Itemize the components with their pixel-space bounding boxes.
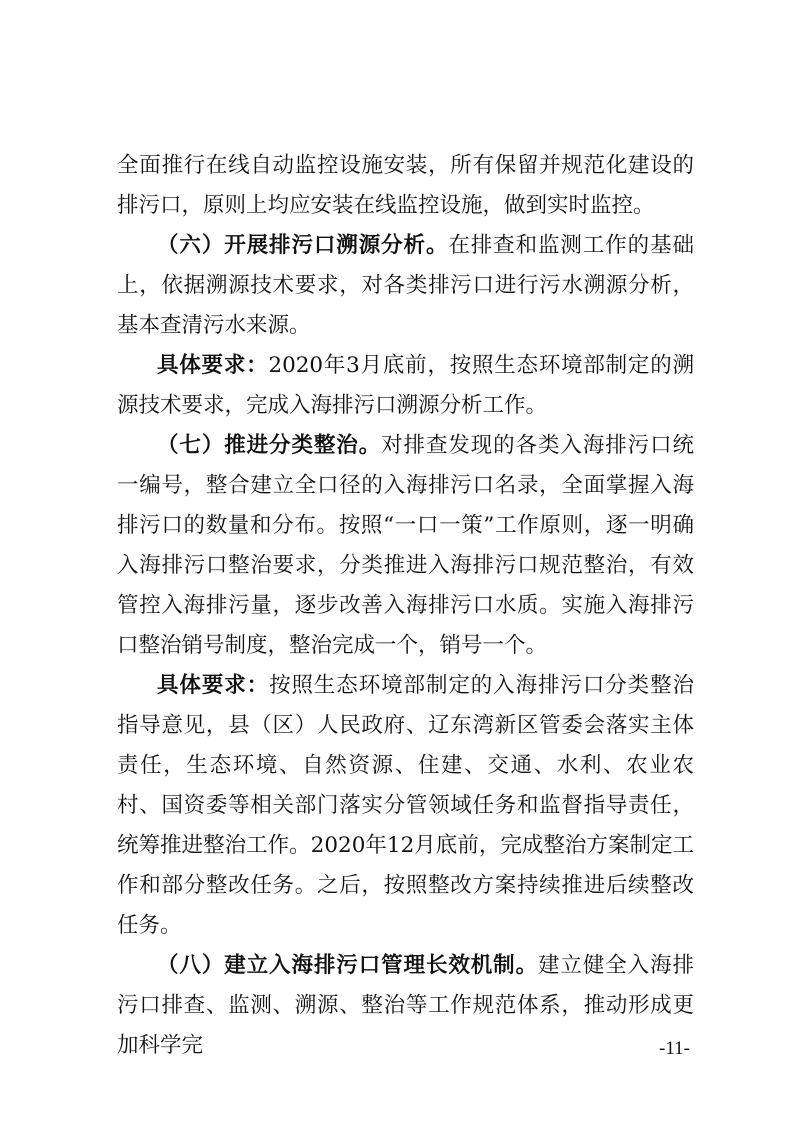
paragraph-text: 在排查和监测工作的基础上，依据溯源技术要求，对各类排污口进行污水溯源分析，基本查清污水来源。 [117, 233, 694, 338]
requirement-heading: 具体要求： [157, 353, 269, 378]
section-heading-6: （六）开展排污口溯源分析。 [157, 233, 449, 258]
paragraph-section-6 [117, 226, 694, 346]
paragraph-text: 按照生态环境部制定的入海排污口分类整治指导意见，县（区）人民政府、辽东湾新区管委会落实主体责任，生态环境、自然资源、住建、交通、水利、农业农村、国资委等相关部门落实分管领域任务和监督指导责任，统筹推进整治工作。2020年12月底前，完成整治方案制定工作和部分整改任务。之后，按照整改方案持续推进后续整改任务。 [117, 673, 694, 938]
section-heading-7: （七）推进分类整治。 [157, 433, 382, 458]
paragraph-requirement-6 [117, 346, 694, 426]
paragraph-monitoring-continued [117, 146, 694, 226]
paragraph-section-7 [117, 426, 694, 666]
paragraph-text: 对排查发现的各类入海排污口统一编号，整合建立全口径的入海排污口名录，全面掌握入海排污口的数量和分布。按照“一口一策”工作原则，逐一明确入海排污口整治要求，分类推进入海排污口规范整治，有效管控入海排污量，逐步改善入海排污口水质。实施入海排污口整治销号制度，整治完成一个，销号一个。 [117, 433, 694, 658]
section-heading-8: （八）建立入海排污口管理长效机制。 [157, 953, 539, 978]
paragraph-text: 全面推行在线自动监控设施安装，所有保留并规范化建设的排污口，原则上均应安装在线监控设施，做到实时监控。 [117, 153, 694, 218]
requirement-heading: 具体要求： [157, 673, 270, 698]
paragraph-text: 建立健全入海排污口排查、监测、溯源、整治等工作规范体系，推动形成更加科学完 [117, 953, 694, 1058]
page-number: -11- [659, 1038, 690, 1059]
document-body [117, 146, 694, 1066]
paragraph-requirement-7 [117, 666, 694, 946]
paragraph-text: 2020年3月底前，按照生态环境部制定的溯源技术要求，完成入海排污口溯源分析工作。 [117, 353, 694, 418]
